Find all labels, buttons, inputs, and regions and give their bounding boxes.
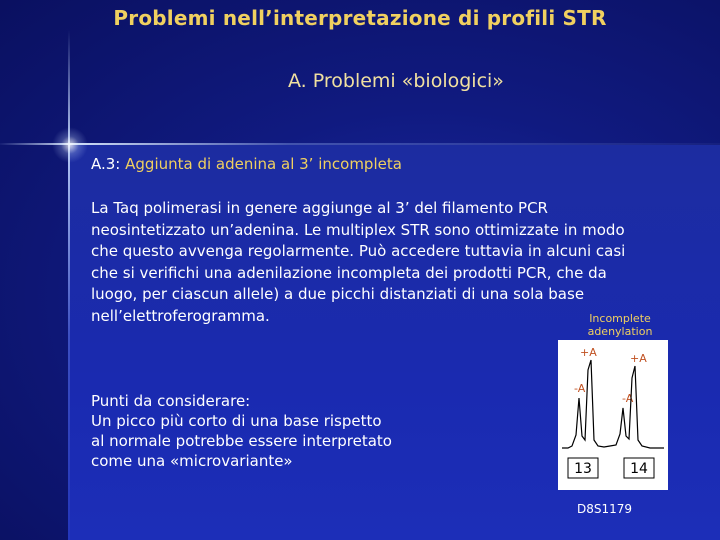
paragraph-line: che si verifichi una adenilazione incompleta dei prodotti PCR, che da: [91, 263, 607, 282]
paragraph-line: neosintetizzato un’adenina. Le multiplex STR sono ottimizzate in modo: [91, 220, 625, 239]
points-line: Punti da considerare:: [91, 392, 251, 410]
section-prefix: A.3:: [91, 155, 126, 173]
minus-a-left-label: -A: [574, 382, 586, 395]
paragraph-line: luogo, per ciascun allele) a due picchi distanziati di una sola base: [91, 285, 585, 303]
plus-a-right-label: +A: [630, 352, 647, 365]
decorative-star-glow: [52, 127, 88, 163]
locus-label: D8S1179: [577, 502, 633, 516]
points-to-consider: [91, 391, 421, 471]
allele-13-label: 13: [574, 461, 592, 477]
section-heading: [91, 155, 402, 173]
points-line: al normale potrebbe essere interpretato: [91, 432, 392, 450]
decorative-vertical-line: [68, 30, 70, 540]
points-line: come una «microvariante»: [91, 452, 293, 470]
points-line: Un picco più corto di una base rispetto: [91, 412, 382, 430]
slide-title: Problemi nell’interpretazione di profili STR: [113, 6, 607, 30]
minus-a-right-label: -A: [622, 392, 634, 405]
section-title: Aggiunta di adenina al 3’ incompleta: [125, 155, 402, 173]
decorative-horizontal-line: [0, 143, 720, 145]
body-paragraph: [91, 198, 666, 327]
allele-14-label: 14: [630, 461, 648, 477]
paragraph-line: che questo avvenga regolarmente. Può accedere tuttavia in alcuni casi: [91, 242, 626, 260]
slide-subtitle: A. Problemi «biologici»: [288, 70, 504, 92]
figure-caption: [585, 312, 655, 338]
paragraph-line: La Taq polimerasi in genere aggiunge al 3’ del filamento PCR: [91, 199, 548, 217]
caption-line: Incomplete: [589, 312, 651, 325]
plus-a-left-label: +A: [580, 346, 597, 359]
electropherogram-figure: [558, 340, 668, 490]
paragraph-line: nell’elettroferogramma.: [91, 306, 270, 325]
caption-line: adenylation: [587, 325, 653, 338]
